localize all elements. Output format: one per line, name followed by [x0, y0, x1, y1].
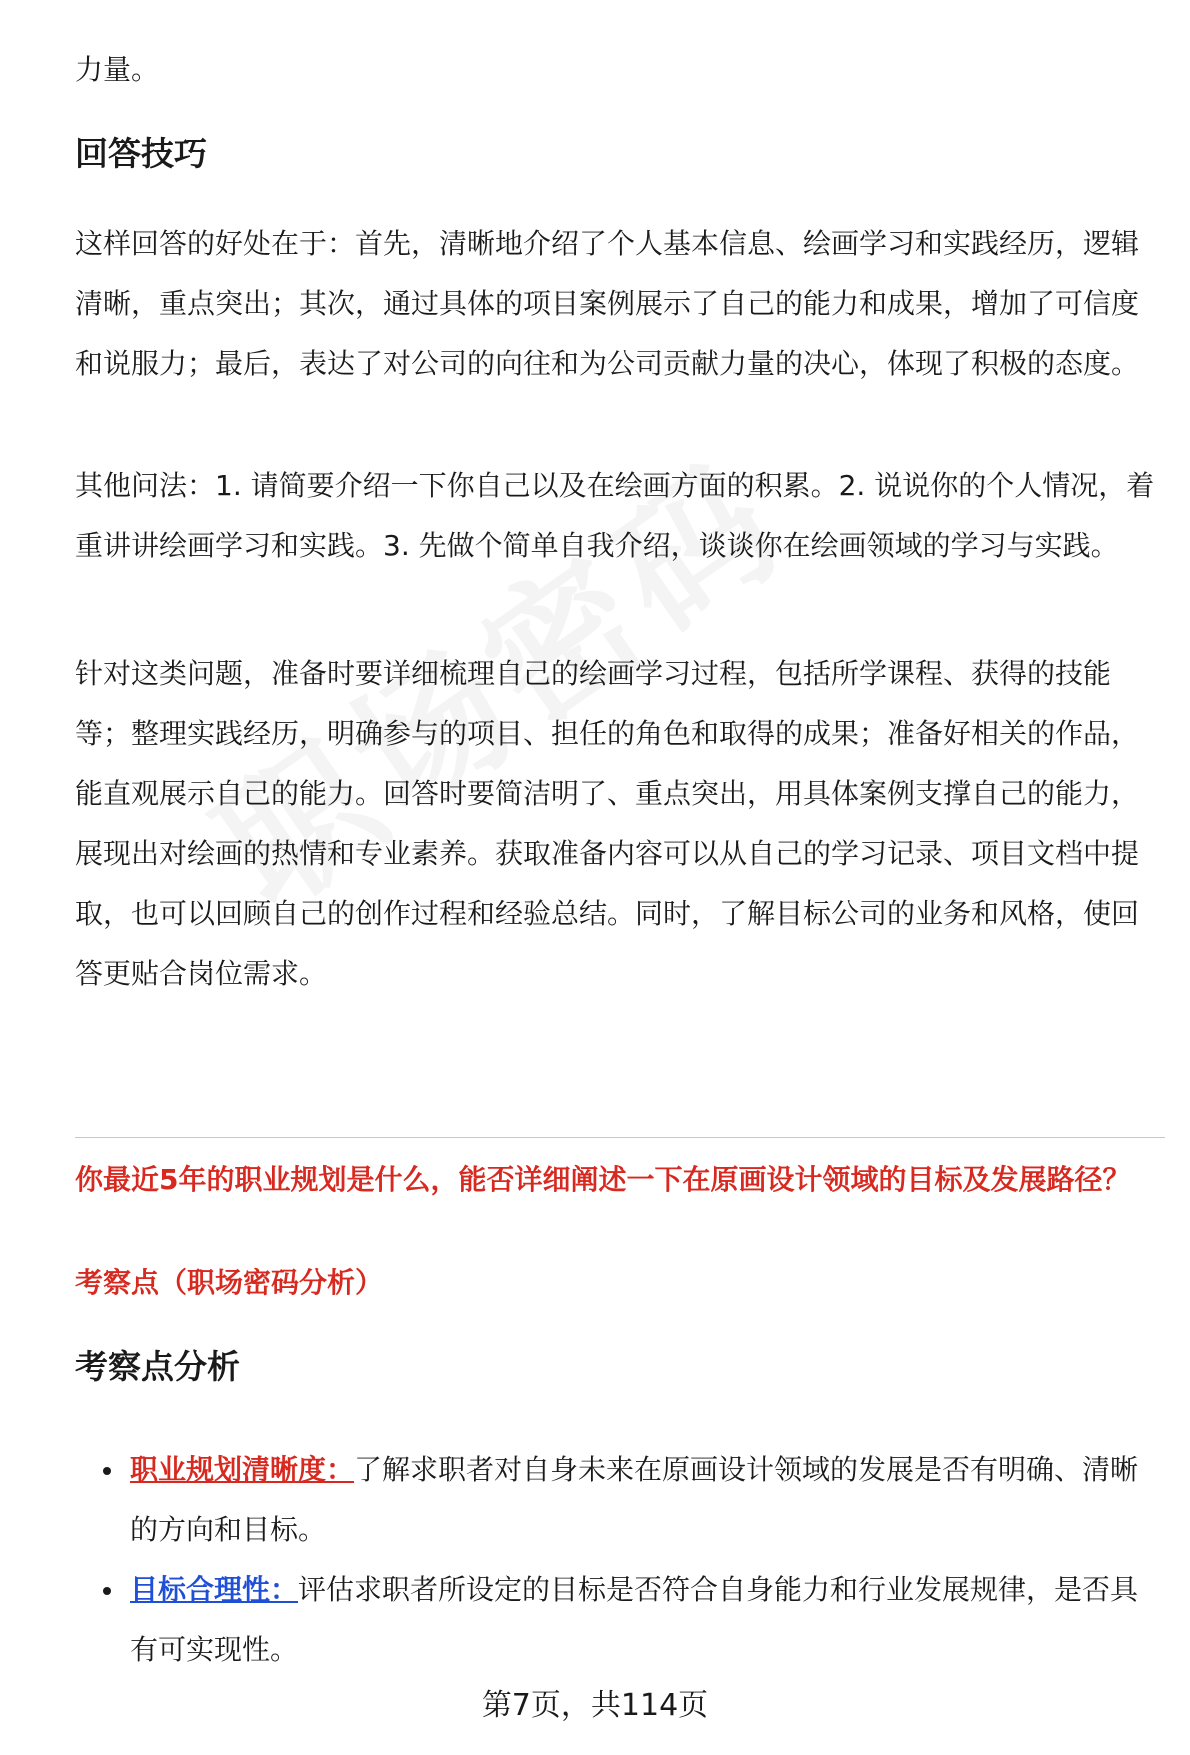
continued-text: 力量。	[75, 53, 160, 86]
section-divider	[75, 1137, 1165, 1138]
bullet-text: 评估求职者所设定的目标是否符合自身能力和行业发展规律，是否具有可实现性。	[130, 1573, 1139, 1666]
bullet-term[interactable]: 目标合理性：	[130, 1573, 299, 1606]
tips-paragraph-1: 这样回答的好处在于：首先，清晰地介绍了个人基本信息、绘画学习和实践经历，逻辑清晰，重点突出；其次，通过具体的项目案例展示了自己的能力和成果，增加了可信度和说服力；最后，表达了对公司的向往和为公司贡献力量的决心，体现了积极的态度。	[75, 227, 1140, 380]
tips-heading: 回答技巧	[75, 134, 207, 173]
analysis-list	[75, 1440, 1165, 1680]
tips-paragraph-3: 针对这类问题，准备时要详细梳理自己的绘画学习过程，包括所学课程、获得的技能等；整理实践经历，明确参与的项目、担任的角色和取得的成果；准备好相关的作品，能直观展示自己的能力。回答时要简洁明了、重点突出，用具体案例支撑自己的能力，展现出对绘画的热情和专业素养。获取准备内容可以从自己的学习记录、项目文档中提取，也可以回顾自己的创作过程和经验总结。同时，了解目标公司的业务和风格，使回答更贴合岗位需求。	[75, 657, 1140, 990]
bullet-text: 了解求职者对自身未来在原画设计领域的发展是否有明确、清晰的方向和目标。	[130, 1453, 1139, 1546]
bullet-dot-icon	[103, 1467, 111, 1475]
tips-paragraph-2: 其他问法：1. 请简要介绍一下你自己以及在绘画方面的积累。2. 说说你的个人情况，着重讲讲绘画学习和实践。3. 先做个简单自我介绍，谈谈你在绘画领域的学习与实践。	[75, 469, 1155, 562]
page-number: 第7页，共114页	[481, 1688, 709, 1723]
list-item	[75, 1560, 1165, 1680]
question-subtitle: 考察点（职场密码分析）	[75, 1266, 384, 1299]
question-title: 你最近5年的职业规划是什么，能否详细阐述一下在原画设计领域的目标及发展路径？	[75, 1163, 1131, 1196]
list-item	[75, 1440, 1165, 1560]
bullet-dot-icon	[103, 1587, 111, 1595]
bullet-term[interactable]: 职业规划清晰度：	[130, 1453, 355, 1486]
analysis-heading: 考察点分析	[75, 1347, 240, 1386]
